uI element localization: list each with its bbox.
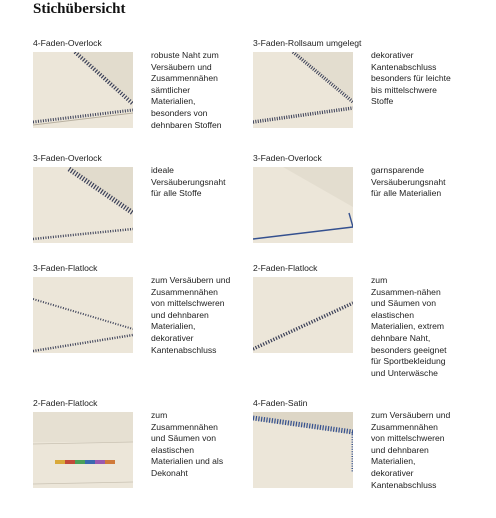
stitch-card-3-thread-rolled-hem xyxy=(253,38,483,158)
stitch-swatch-image xyxy=(33,52,133,128)
stitch-card-2-thread-flatlock-deco xyxy=(33,398,263,518)
stitch-swatch-image xyxy=(33,167,133,243)
stitch-swatch-image xyxy=(253,277,353,353)
stitch-description: zum Versäubern und Zusammennähen von mittelschweren und dehnbaren Materialien, dekorativer Kantenabschluss xyxy=(371,410,451,490)
stitch-description: garnsparende Versäuberungsnaht für alle Materialien xyxy=(371,165,446,199)
stitch-description: zum Zusammennähen und Säumen von elastischen Materialien und als Dekonaht xyxy=(151,410,224,478)
stitch-description: zum Versäubern und Zusammennähen von mittelschweren und dehnbaren Materialien, dekorativer Kantenabschluss xyxy=(151,275,231,355)
stitch-title: 2-Faden-Flatlock xyxy=(253,263,318,273)
stitch-title: 3-Faden-Rollsaum umgelegt xyxy=(253,38,362,48)
stitch-description: zum Zusammen-nähen und Säumen von elastischen Materialien, extrem dehnbare Naht, besonders geeignet für Sportbekleidung und Unterwäsche xyxy=(371,275,447,378)
stitch-swatch-image xyxy=(253,52,353,128)
stitch-swatch-image xyxy=(33,277,133,353)
stitch-swatch-image xyxy=(253,412,353,488)
stitch-description: ideale Versäuberungsnaht für alle Stoffe xyxy=(151,165,226,199)
stitch-card-3-thread-overlock-economy xyxy=(253,153,483,273)
page-title: Stichübersicht xyxy=(33,1,126,17)
stitch-description: robuste Naht zum Versäubern und Zusammennähen sämtlicher Materialien, besonders von dehnbaren Stoffen xyxy=(151,50,222,130)
stitch-title: 2-Faden-Flatlock xyxy=(33,398,98,408)
stitch-card-3-thread-flatlock xyxy=(33,263,263,383)
stitch-card-4-thread-overlock xyxy=(33,38,263,158)
stitch-card-2-thread-flatlock xyxy=(253,263,483,383)
stitch-title: 4-Faden-Satin xyxy=(253,398,308,408)
stitch-title: 4-Faden-Overlock xyxy=(33,38,102,48)
stitch-title: 3-Faden-Overlock xyxy=(33,153,102,163)
stitch-swatch-image xyxy=(33,412,133,488)
stitch-title: 3-Faden-Flatlock xyxy=(33,263,98,273)
stitch-title: 3-Faden-Overlock xyxy=(253,153,322,163)
stitch-description: dekorativer Kantenabschluss besonders für leichte bis mittelschwere Stoffe xyxy=(371,50,451,107)
stitch-card-3-thread-overlock xyxy=(33,153,263,273)
stitch-swatch-image xyxy=(253,167,353,243)
stitch-card-4-thread-satin xyxy=(253,398,483,518)
